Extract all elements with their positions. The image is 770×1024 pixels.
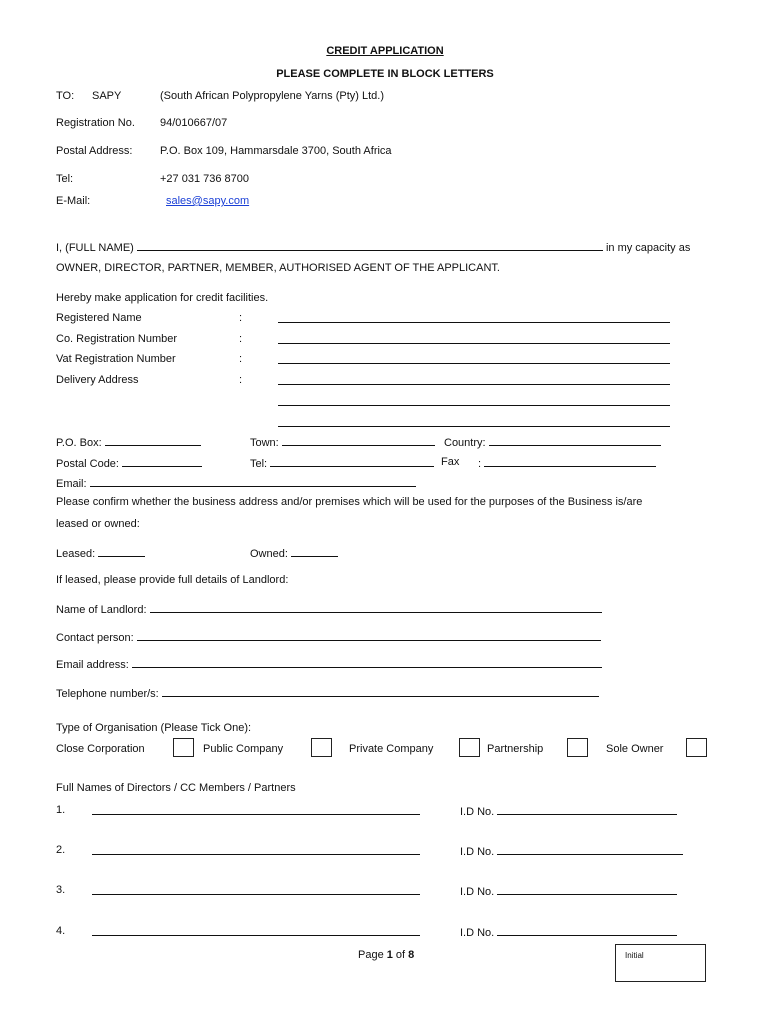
contact-person-label: Contact person: xyxy=(56,632,134,644)
initial-box[interactable] xyxy=(615,944,706,982)
private-company-checkbox[interactable] xyxy=(459,738,480,757)
email-label: E-Mail: xyxy=(56,195,91,207)
director-id-field-3[interactable] xyxy=(497,884,677,895)
page-prefix: Page xyxy=(358,949,387,961)
country-label: Country: xyxy=(444,437,486,449)
landlord-name-field[interactable] xyxy=(150,602,602,613)
landlord-email-row xyxy=(56,657,602,671)
org-option-label: Partnership xyxy=(487,743,544,755)
delivery-address-field-1[interactable] xyxy=(278,374,670,385)
page-title: CREDIT APPLICATION xyxy=(326,45,444,57)
full-name-field[interactable] xyxy=(137,240,603,251)
initial-label: Initial xyxy=(625,951,644,960)
country-field[interactable] xyxy=(489,435,661,446)
director-id-row xyxy=(460,884,677,898)
leased-label: Leased: xyxy=(56,548,96,560)
owned-field[interactable] xyxy=(291,546,338,557)
applicant-email-row xyxy=(56,476,416,490)
applicant-tel-field[interactable] xyxy=(270,456,434,467)
telephone-row xyxy=(56,686,599,700)
director-name-field-1[interactable] xyxy=(92,804,420,815)
close-corporation-checkbox[interactable] xyxy=(173,738,194,757)
po-box-row xyxy=(56,435,201,449)
premises-question: Please confirm whether the business address and/or premises which will be used for the purposes of the Business is/are xyxy=(56,496,643,508)
vat-registration-field[interactable] xyxy=(278,353,670,364)
landlord-name-label: Name of Landlord: xyxy=(56,604,147,616)
public-company-checkbox[interactable] xyxy=(311,738,332,757)
id-label: I.D No. xyxy=(460,927,495,939)
page-current: 1 xyxy=(386,949,393,961)
director-number: 2. xyxy=(56,844,66,856)
org-option-label: Close Corporation xyxy=(56,743,145,755)
director-id-row xyxy=(460,844,683,858)
telephone-label: Telephone number/s: xyxy=(56,688,159,700)
full-name-label: I, (FULL NAME) xyxy=(56,242,134,254)
fax-field[interactable] xyxy=(484,456,656,467)
roles-text: OWNER, DIRECTOR, PARTNER, MEMBER, AUTHORISED AGENT OF THE APPLICANT. xyxy=(56,262,500,274)
leased-row xyxy=(56,546,145,560)
registration-value: 94/010667/07 xyxy=(160,117,228,129)
landlord-intro: If leased, please provide full details of Landlord: xyxy=(56,574,289,586)
delivery-address-label: Delivery Address xyxy=(56,374,139,386)
page-of: of xyxy=(392,949,409,961)
po-box-label: P.O. Box: xyxy=(56,437,102,449)
id-label: I.D No. xyxy=(460,886,495,898)
partnership-checkbox[interactable] xyxy=(567,738,588,757)
registration-label: Registration No. xyxy=(56,117,135,129)
postal-code-field[interactable] xyxy=(122,456,202,467)
page-subtitle: PLEASE COMPLETE IN BLOCK LETTERS xyxy=(276,68,494,80)
registered-name-field[interactable] xyxy=(278,312,670,323)
director-id-row xyxy=(460,804,677,818)
applicant-tel-label: Tel: xyxy=(250,458,268,470)
registered-name-label: Registered Name xyxy=(56,312,142,324)
org-option-label: Private Company xyxy=(349,743,434,755)
director-id-row xyxy=(460,925,677,939)
to-label: TO: xyxy=(56,90,75,102)
id-label: I.D No. xyxy=(460,846,495,858)
org-option-label: Sole Owner xyxy=(606,743,664,755)
leased-field[interactable] xyxy=(98,546,145,557)
colon: : xyxy=(239,333,243,345)
fax-colon: : xyxy=(478,458,482,470)
tel-label: Tel: xyxy=(56,173,74,185)
director-name-field-2[interactable] xyxy=(92,844,420,855)
delivery-address-field-3[interactable] xyxy=(278,416,670,427)
tel-value: +27 031 736 8700 xyxy=(160,173,250,185)
town-row xyxy=(250,435,435,449)
colon: : xyxy=(239,312,243,324)
co-registration-field[interactable] xyxy=(278,333,670,344)
application-intro: Hereby make application for credit facilities. xyxy=(56,292,269,304)
landlord-email-field[interactable] xyxy=(132,657,602,668)
country-row xyxy=(444,435,661,449)
telephone-field[interactable] xyxy=(162,686,599,697)
delivery-address-field-2[interactable] xyxy=(278,395,670,406)
declaration-line xyxy=(56,240,690,254)
fax-label: Fax xyxy=(441,456,460,468)
tel-row xyxy=(250,456,434,470)
director-number: 4. xyxy=(56,925,66,937)
postal-address-value: P.O. Box 109, Hammarsdale 3700, South Africa xyxy=(160,145,392,157)
colon: : xyxy=(239,353,243,365)
page-number xyxy=(358,949,414,961)
landlord-email-label: Email address: xyxy=(56,659,129,671)
contact-person-field[interactable] xyxy=(137,630,601,641)
to-name: SAPY xyxy=(92,90,122,102)
directors-label: Full Names of Directors / CC Members / Partners xyxy=(56,782,296,794)
contact-person-row xyxy=(56,630,601,644)
director-id-field-2[interactable] xyxy=(497,844,683,855)
page-total: 8 xyxy=(408,949,415,961)
postal-address-label: Postal Address: xyxy=(56,145,133,157)
co-registration-label: Co. Registration Number xyxy=(56,333,178,345)
organisation-label: Type of Organisation (Please Tick One): xyxy=(56,722,252,734)
vat-registration-label: Vat Registration Number xyxy=(56,353,176,365)
applicant-email-label: Email: xyxy=(56,478,87,490)
director-id-field-1[interactable] xyxy=(497,804,677,815)
postal-code-label: Postal Code: xyxy=(56,458,119,470)
org-option-label: Public Company xyxy=(203,743,284,755)
po-box-field[interactable] xyxy=(105,435,201,446)
id-label: I.D No. xyxy=(460,806,495,818)
landlord-name-row xyxy=(56,602,602,616)
owned-label: Owned: xyxy=(250,548,288,560)
applicant-email-field[interactable] xyxy=(90,476,416,487)
sole-owner-checkbox[interactable] xyxy=(686,738,707,757)
capacity-text: in my capacity as xyxy=(605,242,691,254)
director-number: 1. xyxy=(56,804,66,816)
director-name-field-4[interactable] xyxy=(92,925,420,936)
director-id-field-4[interactable] xyxy=(497,925,677,936)
colon: : xyxy=(239,374,243,386)
director-name-field-3[interactable] xyxy=(92,884,420,895)
email-link[interactable]: sales@sapy.com xyxy=(166,195,250,207)
fax-row xyxy=(478,456,656,470)
town-field[interactable] xyxy=(282,435,435,446)
owned-row xyxy=(250,546,338,560)
postal-code-row xyxy=(56,456,202,470)
director-number: 3. xyxy=(56,884,66,896)
to-full-name: (South African Polypropylene Yarns (Pty) Ltd.) xyxy=(160,90,384,102)
premises-question-cont: leased or owned: xyxy=(56,518,140,530)
town-label: Town: xyxy=(250,437,279,449)
